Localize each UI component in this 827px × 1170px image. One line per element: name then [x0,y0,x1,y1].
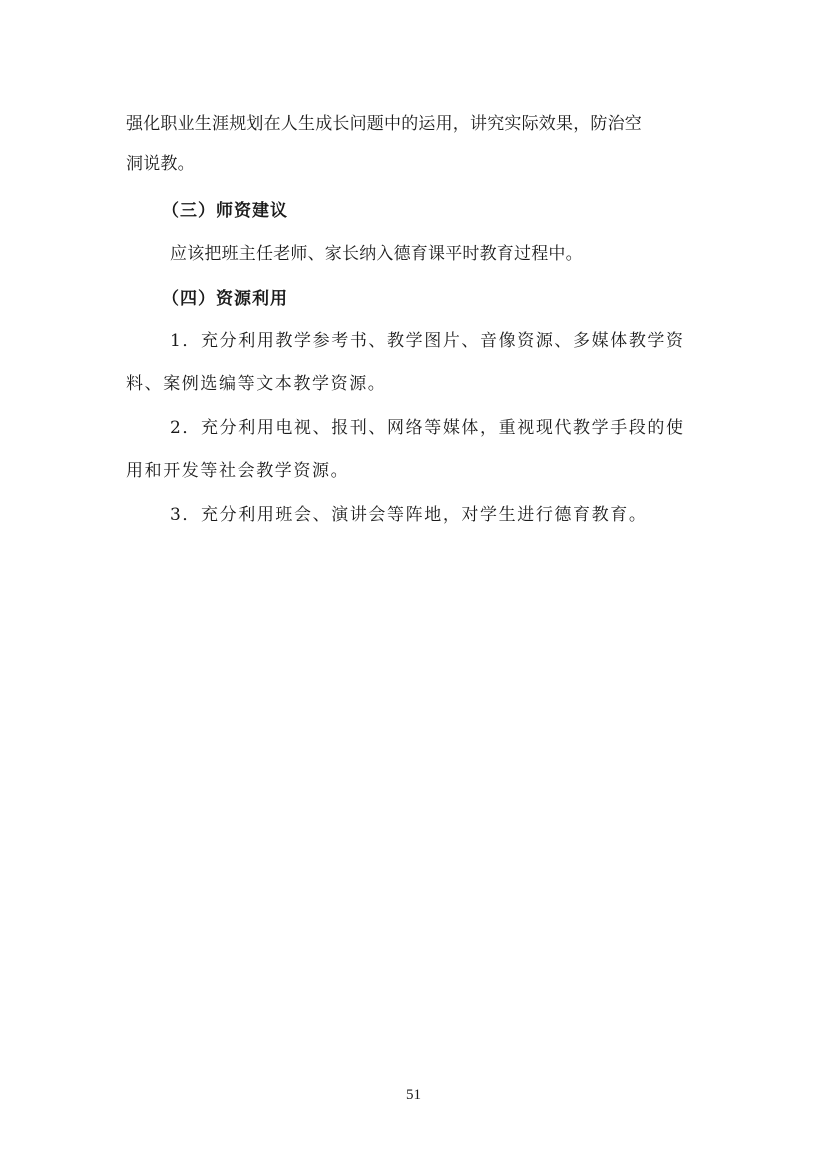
paragraph-continued-line-1: 强化职业生涯规划在人生成长问题中的运用，讲究实际效果，防治空 [126,114,642,134]
resource-item-1-line-2: 料、案例选编等文本教学资源。 [126,374,387,394]
resource-item-3-line-1: 3．充分利用班会、演讲会等阵地，对学生进行德育教育。 [170,505,648,525]
section-heading-teacher-suggestions: （三）师资建议 [162,201,288,221]
page-number: 51 [406,1087,421,1103]
resource-item-2-line-1: 2．充分利用电视、报刊、网络等媒体，重视现代教学手段的使 [170,418,685,438]
resource-item-2-line-2: 用和开发等社会教学资源。 [126,461,350,481]
paragraph-continued-line-2: 洞说教。 [126,154,195,174]
section-body-teacher-suggestions: 应该把班主任老师、家长纳入德育课平时教育过程中。 [170,244,583,264]
resource-item-1-line-1: 1．充分利用教学参考书、教学图片、音像资源、多媒体教学资 [170,331,685,351]
section-heading-resource-use: （四）资源利用 [162,289,288,309]
